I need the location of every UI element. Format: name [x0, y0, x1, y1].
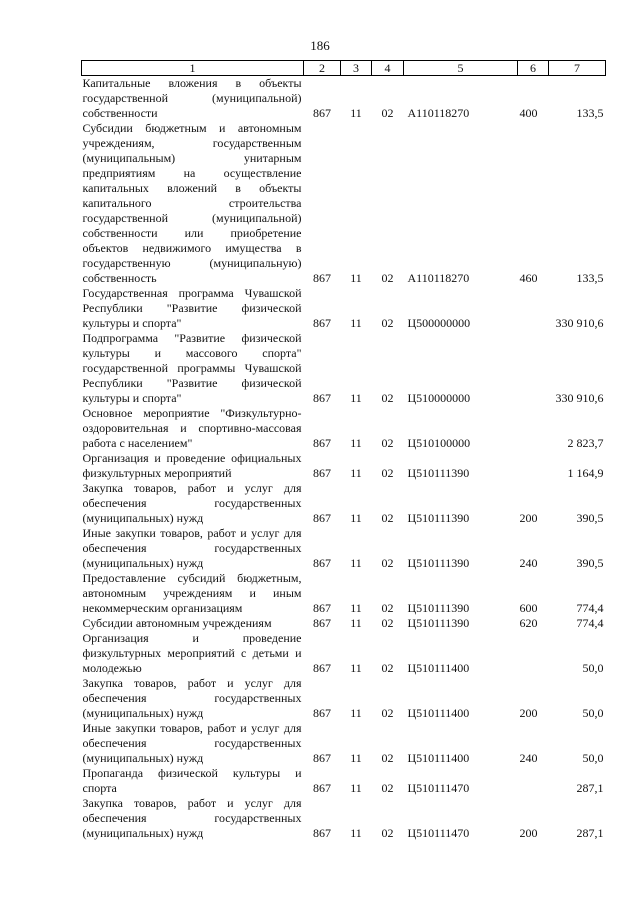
table-row: [82, 721, 606, 766]
row-gr: 867: [313, 106, 331, 120]
row-gr: 867: [313, 466, 331, 480]
table-row: [82, 796, 606, 841]
table-row: [82, 76, 606, 122]
row-amount: 390,5: [576, 556, 604, 570]
table-header-row: [82, 61, 606, 76]
row-csr: Ц500000000: [407, 316, 471, 330]
header-col-1: 1: [82, 61, 304, 76]
row-rz: 11: [350, 271, 362, 285]
table-row: [82, 481, 606, 526]
table-row: [82, 286, 606, 331]
row-gr: 867: [313, 436, 331, 450]
table-row: [82, 331, 606, 406]
row-csr: Ц510111390: [407, 511, 470, 525]
row-gr: 867: [313, 706, 331, 720]
row-pr: 02: [381, 826, 394, 840]
budget-table: [81, 60, 606, 841]
row-rz: 11: [350, 436, 362, 450]
row-amount: 774,4: [576, 601, 604, 615]
header-col-5: 5: [404, 61, 518, 76]
row-name: Иные закупки товаров, работ и услуг для обеспечения государственных (муниципальных) нужд: [82, 526, 302, 570]
row-rz: 11: [350, 316, 362, 330]
row-vr: [518, 406, 549, 451]
row-gr: 867: [313, 271, 331, 285]
row-csr: Ц510100000: [407, 436, 471, 450]
row-pr: 02: [381, 106, 394, 120]
row-rz: 11: [350, 751, 362, 765]
row-csr: Ц510111400: [407, 661, 470, 675]
row-amount: 133,5: [576, 271, 604, 285]
row-rz: 11: [350, 601, 362, 615]
row-rz: 11: [350, 661, 362, 675]
row-vr: [518, 451, 549, 481]
header-col-7: 7: [549, 61, 606, 76]
row-vr: 620: [519, 616, 538, 630]
row-vr: [518, 331, 549, 406]
row-name: Капитальные вложения в объекты государственной (муниципальной) собственности: [82, 76, 302, 120]
row-vr: 400: [519, 106, 538, 120]
row-amount: 1 164,9: [567, 466, 604, 480]
row-pr: 02: [381, 316, 394, 330]
row-csr: Ц510111470: [407, 826, 470, 840]
row-name: Закупка товаров, работ и услуг для обеспечения государственных (муниципальных) нужд: [82, 796, 302, 840]
row-vr: 600: [519, 601, 538, 615]
row-vr: 200: [519, 706, 538, 720]
row-amount: 774,4: [576, 616, 604, 630]
table-row: [82, 451, 606, 481]
row-pr: 02: [381, 661, 394, 675]
row-csr: Ц510111390: [407, 466, 470, 480]
table-row: [82, 121, 606, 286]
row-vr: 240: [519, 556, 538, 570]
table-row: [82, 526, 606, 571]
row-name: Закупка товаров, работ и услуг для обеспечения государственных (муниципальных) нужд: [82, 481, 302, 525]
row-gr: 867: [313, 556, 331, 570]
row-amount: 390,5: [576, 511, 604, 525]
row-pr: 02: [381, 391, 394, 405]
header-col-2: 2: [304, 61, 341, 76]
row-csr: Ц510111400: [407, 751, 470, 765]
row-amount: 50,0: [582, 706, 604, 720]
row-amount: 330 910,6: [555, 316, 604, 330]
row-vr: 460: [519, 271, 538, 285]
row-gr: 867: [313, 826, 331, 840]
row-csr: Ц510111470: [407, 781, 470, 795]
row-csr: А110118270: [407, 106, 470, 120]
row-vr: 200: [519, 511, 538, 525]
row-name: Закупка товаров, работ и услуг для обеспечения государственных (муниципальных) нужд: [82, 676, 302, 720]
row-pr: 02: [381, 436, 394, 450]
table-row: [82, 676, 606, 721]
row-rz: 11: [350, 706, 362, 720]
row-rz: 11: [350, 781, 362, 795]
page-number: 186: [310, 38, 330, 53]
row-gr: 867: [313, 511, 331, 525]
row-csr: Ц510000000: [407, 391, 471, 405]
table-row: [82, 616, 606, 631]
row-csr: Ц510111390: [407, 556, 470, 570]
row-pr: 02: [381, 601, 394, 615]
row-rz: 11: [350, 106, 362, 120]
row-amount: 133,5: [576, 106, 604, 120]
row-rz: 11: [350, 391, 362, 405]
row-gr: 867: [313, 391, 331, 405]
row-rz: 11: [350, 616, 362, 630]
row-gr: 867: [313, 316, 331, 330]
row-pr: 02: [381, 271, 394, 285]
row-csr: Ц510111390: [407, 601, 470, 615]
row-gr: 867: [313, 661, 331, 675]
row-pr: 02: [381, 466, 394, 480]
row-amount: 50,0: [582, 751, 604, 765]
row-csr: А110118270: [407, 271, 470, 285]
row-csr: Ц510111400: [407, 706, 470, 720]
row-vr: 200: [519, 826, 538, 840]
table-row: [82, 571, 606, 616]
row-vr: [518, 631, 549, 676]
row-pr: 02: [381, 616, 394, 630]
row-name: Пропаганда физической культуры и спорта: [82, 766, 302, 795]
row-name: Организация и проведение официальных физкультурных мероприятий: [82, 451, 302, 480]
table-row: [82, 631, 606, 676]
row-name: Предоставление субсидий бюджетным, автономным учреждениям и иным некоммерческим организациям: [82, 571, 302, 615]
row-amount: 2 823,7: [567, 436, 604, 450]
row-name: Основное мероприятие "Физкультурно-оздоровительная и спортивно-массовая работа с населением": [82, 406, 302, 450]
row-pr: 02: [381, 511, 394, 525]
header-col-4: 4: [372, 61, 404, 76]
table-row: [82, 766, 606, 796]
row-amount: 330 910,6: [555, 391, 604, 405]
row-gr: 867: [313, 781, 331, 795]
row-pr: 02: [381, 781, 394, 795]
row-gr: 867: [313, 601, 331, 615]
row-pr: 02: [381, 706, 394, 720]
row-name: Иные закупки товаров, работ и услуг для обеспечения государственных (муниципальных) нужд: [82, 721, 302, 765]
row-name: Организация и проведение физкультурных мероприятий с детьми и молодежью: [82, 631, 302, 675]
row-rz: 11: [350, 556, 362, 570]
row-csr: Ц510111390: [407, 616, 470, 630]
row-rz: 11: [350, 466, 362, 480]
row-vr: [518, 286, 549, 331]
row-amount: 287,1: [576, 826, 604, 840]
row-rz: 11: [350, 511, 362, 525]
row-gr: 867: [313, 616, 331, 630]
row-pr: 02: [381, 751, 394, 765]
row-vr: [518, 766, 549, 796]
header-col-6: 6: [518, 61, 549, 76]
row-amount: 287,1: [576, 781, 604, 795]
header-col-3: 3: [341, 61, 372, 76]
table-row: [82, 406, 606, 451]
row-amount: 50,0: [582, 661, 604, 675]
row-name: Подпрограмма "Развитие физической культуры и массового спорта" государственной программы Чувашской Республики "Развитие физической культуры и спорта": [82, 331, 302, 405]
row-name: Государственная программа Чувашской Республики "Развитие физической культуры и спорта": [82, 286, 302, 330]
row-gr: 867: [313, 751, 331, 765]
row-name: Субсидии бюджетным и автономным учреждениям, государственным (муниципальным) унитарным предприятиям на осуществление капитальных вложений в объекты капитального строительства государственной (муниципальной) собственности или приобретение объектов недвижимого имущества в государственную (муниципальную) собственность: [82, 121, 302, 285]
row-name: Субсидии автономным учреждениям: [82, 616, 272, 630]
row-vr: 240: [519, 751, 538, 765]
row-rz: 11: [350, 826, 362, 840]
row-pr: 02: [381, 556, 394, 570]
